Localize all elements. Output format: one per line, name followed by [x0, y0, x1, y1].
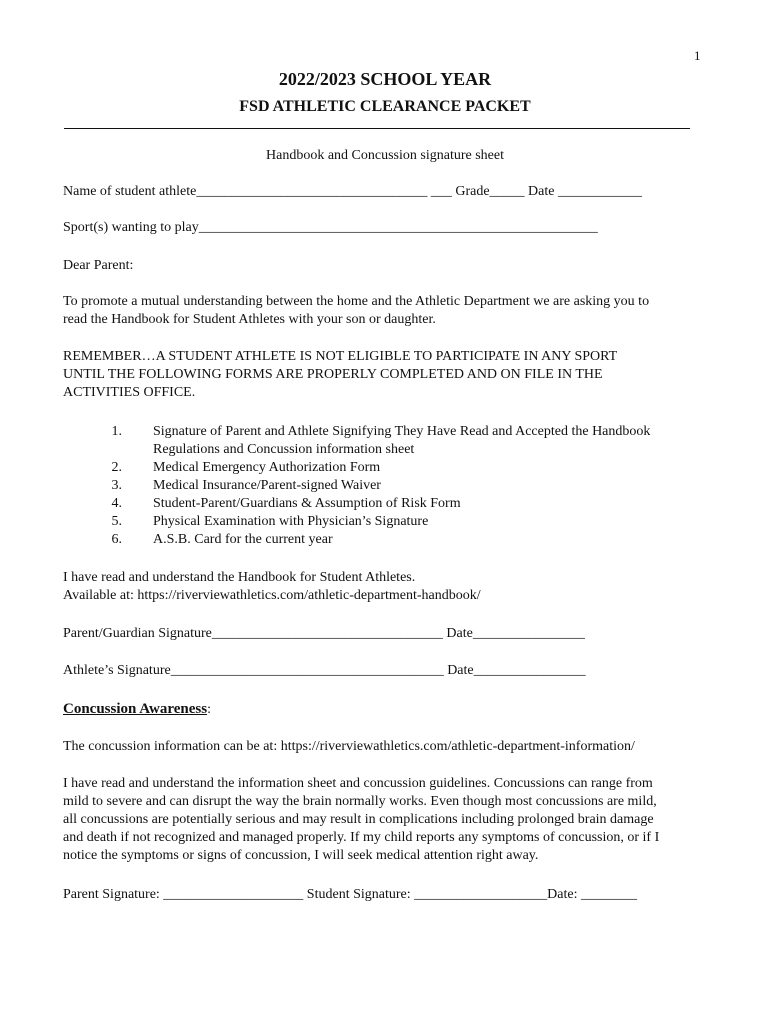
sport-field-line: Sport(s) wanting to play_________________________________________________________ [63, 220, 598, 235]
concussion-para-line-2: mild to severe and can disrupt the way the brain normally works. Even though most concussions are mild, [63, 794, 657, 809]
list-item-text: Student-Parent/Guardians & Assumption of Risk Form [153, 496, 461, 511]
page-number: 1 [694, 48, 701, 63]
list-item-number: 4. [111, 496, 122, 511]
intro-line-2: read the Handbook for Student Athletes with your son or daughter. [63, 312, 436, 327]
intro-paragraph [63, 293, 711, 329]
parent-signature-line: Parent/Guardian Signature_________________________________ Date________________ [63, 626, 585, 641]
list-item [106, 441, 706, 459]
list-item-text: Regulations and Concussion information sheet [153, 442, 415, 457]
list-item-text: Signature of Parent and Athlete Signifying They Have Read and Accepted the Handbook [153, 424, 651, 439]
concussion-para-line-4: and death if not recognized and managed properly. If my child reports any symptoms of concussion, or if I [63, 830, 660, 845]
list-item-text: A.S.B. Card for the current year [153, 532, 333, 547]
concussion-heading-text: Concussion Awareness [63, 701, 208, 717]
remember-line-3: ACTIVITIES OFFICE. [63, 385, 196, 400]
list-item-number: 5. [111, 514, 122, 529]
student-name-field-line: Name of student athlete_________________________________ ___ Grade_____ Date ____________ [63, 184, 642, 199]
list-item [106, 423, 706, 441]
list-item-text: Physical Examination with Physician’s Signature [153, 514, 429, 529]
remember-line-1: REMEMBER…A STUDENT ATHLETE IS NOT ELIGIBLE TO PARTICIPATE IN ANY SPORT [63, 349, 618, 364]
handbook-acknowledgement [63, 569, 711, 605]
header-divider [64, 128, 690, 129]
required-forms-list [106, 423, 706, 549]
greeting: Dear Parent: [63, 258, 134, 273]
list-item-number: 3. [111, 478, 122, 493]
page-title: 2022/2023 SCHOOL YEAR [278, 69, 492, 89]
remember-paragraph [63, 348, 711, 402]
handbook-ack-line-1: I have read and understand the Handbook for Student Athletes. [63, 570, 416, 585]
intro-line-1: To promote a mutual understanding between the home and the Athletic Department we are asking you to [63, 294, 650, 309]
list-item-number: 1. [111, 424, 122, 439]
concussion-para-line-1: I have read and understand the information sheet and concussion guidelines. Concussions can range from [63, 776, 653, 791]
concussion-heading [63, 700, 711, 719]
list-item [106, 513, 706, 531]
athlete-signature-line: Athlete’s Signature_______________________________________ Date________________ [63, 663, 586, 678]
concussion-heading-colon: : [207, 702, 211, 717]
concussion-para-line-3: all concussions are potentially serious and may result in complications including prolonged brain damage [63, 812, 654, 827]
page-subtitle: FSD ATHLETIC CLEARANCE PACKET [239, 98, 531, 115]
concussion-paragraph [63, 775, 711, 865]
form-title: Handbook and Concussion signature sheet [266, 148, 504, 163]
list-item [106, 495, 706, 513]
concussion-para-line-5: notice the symptoms or signs of concussion, I will seek medical attention right away. [63, 848, 539, 863]
list-item-number: 2. [111, 460, 122, 475]
handbook-ack-line-2: Available at: https://riverviewathletics.com/athletic-department-handbook/ [63, 588, 481, 603]
list-item [106, 477, 706, 495]
list-item-text: Medical Emergency Authorization Form [153, 460, 381, 475]
list-item-number: 6. [111, 532, 122, 547]
list-item [106, 459, 706, 477]
remember-line-2: UNTIL THE FOLLOWING FORMS ARE PROPERLY COMPLETED AND ON FILE IN THE [63, 367, 603, 382]
final-signature-line: Parent Signature: ____________________ Student Signature: ___________________Date: ________ [63, 887, 637, 902]
concussion-info-line: The concussion information can be at: https://riverviewathletics.com/athletic-department-information/ [63, 739, 635, 754]
list-item [106, 531, 706, 549]
list-item-text: Medical Insurance/Parent-signed Waiver [153, 478, 381, 493]
